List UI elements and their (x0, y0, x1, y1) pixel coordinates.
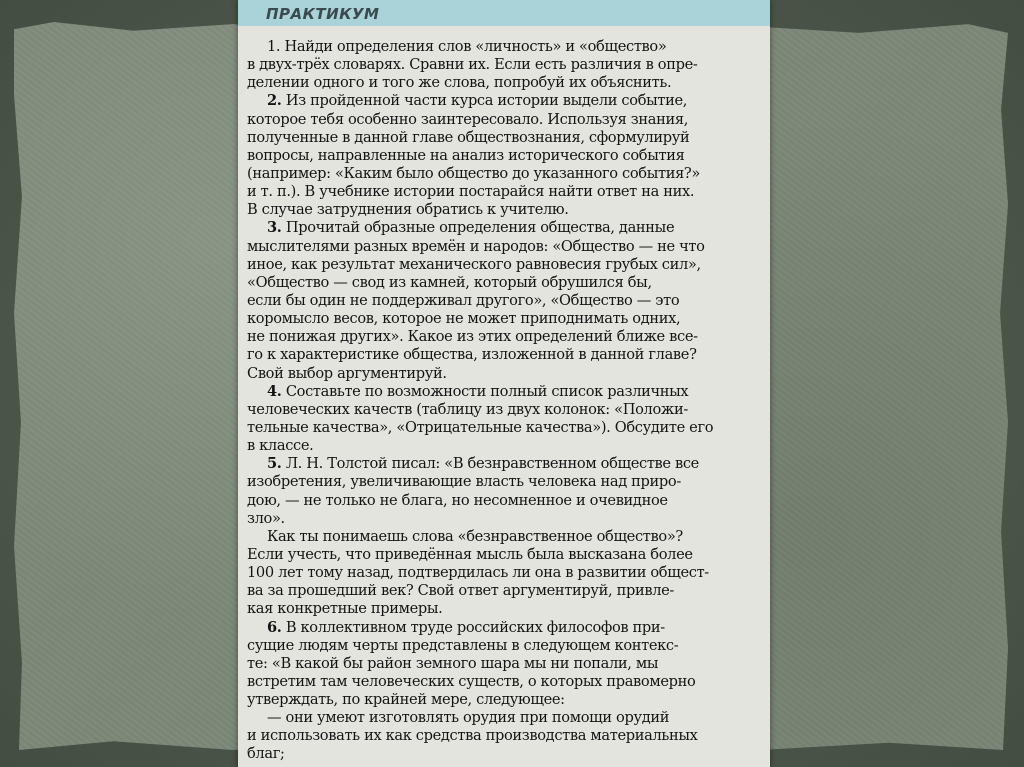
text-line (247, 219, 765, 237)
text-line (247, 165, 765, 183)
text-line (247, 92, 765, 110)
line-text: коромысло весов, которое не может приподнимать одних, (247, 310, 681, 328)
line-text: человеческих качеств (таблицу из двух колонок: «Положи- (247, 400, 688, 418)
text-line (247, 691, 765, 709)
text-line (247, 56, 765, 74)
text-line (247, 183, 765, 201)
exercise-number: 6. (267, 618, 282, 636)
line-text: Прочитай образные определения общества, данные (281, 219, 675, 237)
text-line (247, 619, 765, 637)
text-line (247, 201, 765, 219)
line-text: сущие людям черты представлены в следующем контекс- (247, 636, 679, 654)
text-line (247, 365, 765, 383)
text-line (247, 401, 765, 419)
line-text: В коллективном труде российских философов при- (281, 618, 665, 636)
line-text: кая конкретные примеры. (247, 600, 443, 618)
line-text: зло». (247, 509, 285, 527)
line-text: не понижая других». Какое из этих определений ближе все- (247, 328, 698, 346)
line-text: полученные в данной главе обществознания, сформулируй (247, 128, 690, 146)
text-line (247, 111, 765, 129)
text-line (247, 637, 765, 655)
line-text: Из пройденной части курса истории выдели событие, (281, 92, 688, 110)
text-line (247, 38, 765, 56)
line-text: и использовать их как средства производства материальных (247, 727, 698, 745)
text-line (247, 600, 765, 618)
text-line (247, 147, 765, 165)
textbook-page (238, 0, 770, 767)
text-line (247, 510, 765, 528)
exercise-text (247, 38, 765, 764)
line-text: тельные качества», «Отрицательные качества»). Обсудите его (247, 418, 714, 436)
line-text: делении одного и того же слова, попробуй их объяснить. (247, 74, 672, 92)
line-text: 1. Найди определения слов «личность» и «общество» (267, 38, 667, 55)
line-text: если бы один не поддерживал другого», «Общество — это (247, 291, 680, 309)
text-line (247, 455, 765, 473)
text-line (247, 546, 765, 564)
text-line (247, 328, 765, 346)
text-line (247, 383, 765, 401)
text-line (247, 709, 765, 727)
exercise-number: 3. (267, 219, 282, 237)
line-text: вопросы, направленные на анализ исторического события (247, 146, 685, 164)
text-line (247, 292, 765, 310)
line-text: «Общество — свод из камней, который обрушился бы, (247, 273, 652, 291)
line-text: утверждать, по крайней мере, следующее: (247, 691, 565, 709)
line-text: изобретения, увеличивающие власть человека над приро- (247, 473, 681, 491)
text-line (247, 745, 765, 763)
text-line (247, 437, 765, 455)
text-line (247, 74, 765, 92)
line-text: мыслителями разных времён и народов: «Общество — не что (247, 237, 705, 255)
exercise-number: 5. (267, 455, 282, 473)
line-text: и т. п.). В учебнике истории постарайся найти ответ на них. (247, 183, 695, 201)
section-banner (238, 0, 770, 26)
text-line (247, 492, 765, 510)
text-line (247, 256, 765, 274)
line-text: 100 лет тому назад, подтвердилась ли она в развитии общест- (247, 564, 709, 582)
text-line (247, 673, 765, 691)
text-line (247, 274, 765, 292)
exercise-number: 4. (267, 382, 282, 400)
text-line (247, 129, 765, 147)
text-line (247, 419, 765, 437)
line-text: которое тебя особенно заинтересовало. Используя знания, (247, 110, 689, 128)
text-line (247, 582, 765, 600)
line-text: Составьте по возможности полный список различных (281, 382, 689, 400)
text-line (247, 727, 765, 745)
text-line (247, 310, 765, 328)
line-text: ва за прошедший век? Свой ответ аргументируй, привле- (247, 582, 674, 600)
line-text: — они умеют изготовлять орудия при помощи орудий (267, 709, 670, 727)
line-text: дою, — не только не блага, но несомненное и очевидное (247, 491, 668, 509)
line-text: го к характеристике общества, изложенной в данной главе? (247, 346, 697, 364)
line-text: благ; (247, 745, 285, 763)
line-text: Как ты понимаешь слова «безнравственное общество»? (267, 527, 683, 545)
line-text: Свой выбор аргументируй. (247, 364, 447, 382)
line-text: встретим там человеческих существ, о которых правомерно (247, 672, 696, 690)
line-text: Л. Н. Толстой писал: «В безнравственном обществе все (281, 455, 699, 473)
text-line (247, 473, 765, 491)
text-line (247, 528, 765, 546)
text-line (247, 238, 765, 256)
text-line (247, 655, 765, 673)
section-heading: ПРАКТИКУМ (266, 5, 380, 23)
line-text: в двух-трёх словарях. Сравни их. Если есть различия в опре- (247, 56, 698, 74)
exercise-number: 2. (267, 92, 282, 110)
text-line (247, 346, 765, 364)
text-line (247, 564, 765, 582)
line-text: в классе. (247, 437, 314, 455)
line-text: В случае затруднения обратись к учителю. (247, 201, 569, 219)
line-text: Если учесть, что приведённая мысль была высказана более (247, 545, 693, 563)
line-text: те: «В какой бы район земного шара мы ни попали, мы (247, 654, 659, 672)
line-text: (например: «Каким было общество до указанного события?» (247, 164, 700, 182)
line-text: иное, как результат механического равновесия грубых сил», (247, 255, 701, 273)
